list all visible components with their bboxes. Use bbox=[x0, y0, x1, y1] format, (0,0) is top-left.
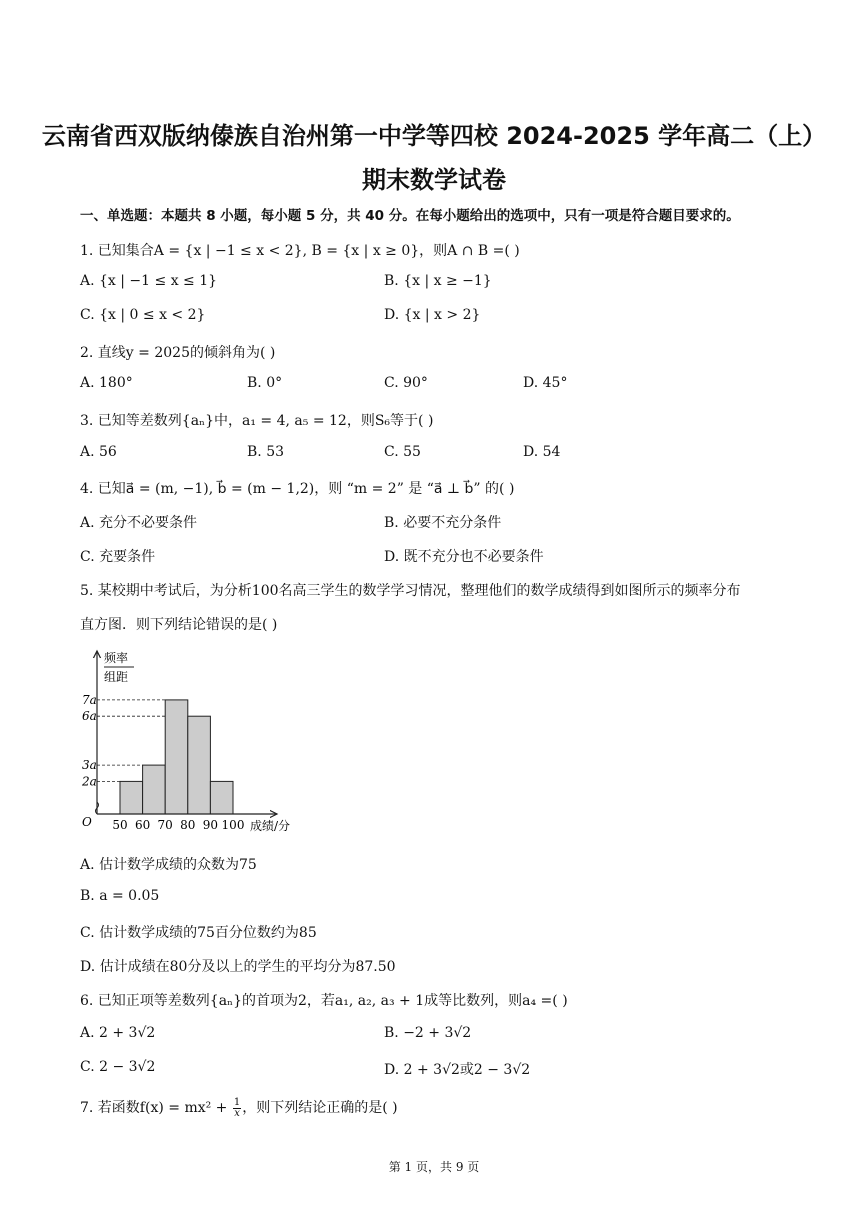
question-5-option-b: B. a = 0.05 bbox=[80, 888, 160, 904]
page-title: 云南省西双版纳傣族自治州第一中学等四校 2024-2025 学年高二（上） bbox=[41, 122, 827, 150]
page-footer: 第 1 页，共 9 页 bbox=[388, 1160, 480, 1174]
section-heading: 一、单选题：本题共 8 小题，每小题 5 分，共 40 分。在每小题给出的选项中，只有一项是符合题目要求的。 bbox=[80, 208, 740, 224]
question-5-stem-line1: 5. 某校期中考试后，为分析100名高三学生的数学学习情况，整理他们的数学成绩得到如图所示的频率分布 bbox=[80, 583, 741, 599]
page-title-line2: 期末数学试卷 bbox=[362, 166, 506, 194]
fraction bbox=[233, 1098, 241, 1119]
question-7-stem-part2: ，则下列结论正确的是( ) bbox=[242, 1100, 398, 1116]
histogram-bars bbox=[120, 700, 233, 814]
fraction-numerator: 1 bbox=[233, 1096, 241, 1108]
question-1-option-c: C. {x | 0 ≤ x < 2} bbox=[80, 307, 206, 323]
question-2-option-d: D. 45° bbox=[523, 375, 568, 391]
question-7-stem bbox=[80, 1097, 398, 1119]
question-3-option-a: A. 56 bbox=[80, 444, 117, 460]
question-3-option-b: B. 53 bbox=[247, 444, 285, 460]
question-5-option-c: C. 估计数学成绩的75百分位数约为85 bbox=[80, 925, 317, 941]
question-4-option-a: A. 充分不必要条件 bbox=[80, 515, 198, 531]
question-2-stem: 2. 直线y = 2025的倾斜角为( ) bbox=[80, 345, 276, 361]
question-2-option-b: B. 0° bbox=[247, 375, 283, 391]
question-6-option-c: C. 2 − 3√2 bbox=[80, 1059, 156, 1075]
y-tick-label: 6a bbox=[82, 709, 97, 724]
question-1-stem: 1. 已知集合A = {x | −1 ≤ x < 2}, B = {x | x ≥ 0}，则A ∩ B =( ) bbox=[80, 243, 520, 259]
question-4-stem: 4. 已知a⃗ = (m, −1), b⃗ = (m − 1,2)，则 “m = 2” 是 “a⃗ ⊥ b⃗” 的( ) bbox=[80, 481, 515, 497]
y-tick-label: 2a bbox=[82, 774, 97, 789]
question-5-option-a: A. 估计数学成绩的众数为75 bbox=[80, 857, 257, 873]
question-3-stem: 3. 已知等差数列{aₙ}中，a₁ = 4, a₅ = 12，则S₆等于( ) bbox=[80, 413, 434, 429]
y-label-bottom: 组距 bbox=[104, 670, 129, 684]
question-1-option-d: D. {x | x > 2} bbox=[384, 307, 481, 323]
x-tick-label: 80 bbox=[180, 818, 196, 832]
question-2-option-a: A. 180° bbox=[80, 375, 133, 391]
question-1-option-a: A. {x | −1 ≤ x ≤ 1} bbox=[80, 273, 218, 289]
question-4-option-d: D. 既不充分也不必要条件 bbox=[384, 549, 544, 565]
x-axis-label: 成绩/分 bbox=[250, 819, 291, 833]
question-3-option-d: D. 54 bbox=[523, 444, 561, 460]
question-6-option-d: D. 2 + 3√2或2 − 3√2 bbox=[384, 1062, 531, 1078]
question-4-option-b: B. 必要不充分条件 bbox=[384, 515, 502, 531]
y-tick-label: 7a bbox=[82, 692, 97, 707]
x-tick-labels bbox=[112, 818, 244, 832]
x-tick-label: 50 bbox=[112, 818, 128, 832]
y-label-top: 频率 bbox=[104, 651, 129, 665]
histogram-bar-60-70 bbox=[143, 765, 166, 814]
question-4-option-c: C. 充要条件 bbox=[80, 549, 156, 565]
histogram-bar-80-90 bbox=[188, 716, 211, 814]
question-5-option-d: D. 估计成绩在80分及以上的学生的平均分为87.50 bbox=[80, 959, 396, 975]
question-6-option-b: B. −2 + 3√2 bbox=[384, 1025, 472, 1041]
question-5-stem-line2: 直方图．则下列结论错误的是( ) bbox=[80, 617, 278, 633]
question-6-stem: 6. 已知正项等差数列{aₙ}的首项为2，若a₁, a₂, a₃ + 1成等比数列，则a₄ =( ) bbox=[80, 993, 568, 1009]
origin-label: O bbox=[82, 815, 92, 829]
histogram-bar-70-80 bbox=[165, 700, 188, 814]
question-6-option-a: A. 2 + 3√2 bbox=[80, 1025, 156, 1041]
x-tick-label: 60 bbox=[134, 818, 151, 832]
x-tick-label: 90 bbox=[202, 818, 219, 832]
question-7-stem-part1: 7. 若函数f(x) = mx² + bbox=[80, 1100, 232, 1116]
fraction-denominator: x bbox=[234, 1107, 240, 1119]
histogram-bar-50-60 bbox=[120, 781, 143, 814]
y-tick-label: 3a bbox=[82, 758, 97, 773]
x-tick-label: 100 bbox=[221, 818, 245, 832]
frequency-histogram bbox=[80, 646, 320, 836]
y-tick-labels bbox=[81, 693, 97, 789]
question-1-option-b: B. {x | x ≥ −1} bbox=[384, 273, 492, 289]
x-tick-label: 70 bbox=[157, 818, 173, 832]
histogram-bar-90-100 bbox=[210, 781, 233, 814]
question-3-option-c: C. 55 bbox=[384, 444, 421, 460]
question-2-option-c: C. 90° bbox=[384, 375, 428, 391]
